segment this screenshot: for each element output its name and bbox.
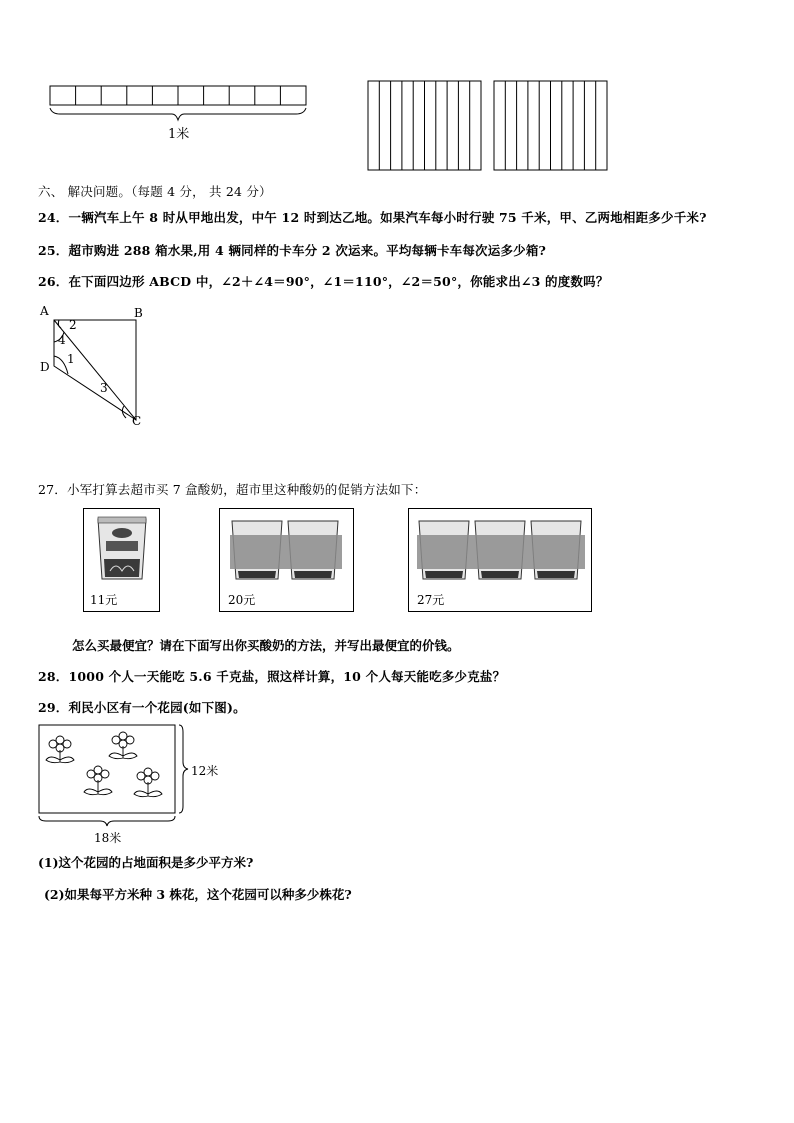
yogurt-offer-triple [408,508,592,612]
question-28: 28．1000 个人一天能吃 5.6 千克盐，照这样计算，10 个人每天能吃多少克盐？ [38,669,506,684]
flower-icon [46,736,74,763]
yogurt-three-pack-icon [415,515,587,581]
question-25: 25．超市购进 288 箱水果,用 4 辆同样的卡车分 2 次运来。平均每辆卡车每次运多少箱? [38,243,547,258]
section-title: 六、 解决问题。（每题 4 分， 共 24 分） [38,184,272,199]
angle-3-label: 3 [100,381,108,395]
yogurt-two-pack-icon [228,515,346,581]
question-27: 27．小军打算去超市买 7 盒酸奶，超市里这种酸奶的促销方法如下： [38,482,427,497]
striped-rectangle-right [493,80,609,172]
garden-width-label: 18米 [94,831,122,845]
yogurt-price-double: 20元 [228,593,256,607]
angle-2-label: 2 [69,318,77,332]
flower-icon [134,768,162,797]
yogurt-offer-single [83,508,160,612]
angle-4-label: 4 [58,333,66,347]
flower-icon [84,766,112,795]
angle-1-label: 1 [67,352,75,366]
question-26: 26．在下面四边形 ABCD 中，∠2＋∠4＝90°，∠1＝110°，∠2＝50°，你能求出∠3 的度数吗？ [38,274,609,289]
question-29-part-2: (2)如果每平方米种 3 株花，这个花园可以种多少株花? [44,887,352,902]
garden-height-label: 12米 [191,764,219,778]
question-29-part-1: (1)这个花园的占地面积是多少平方米? [38,855,254,870]
question-27-followup: 怎么买最便宜？请在下面写出你买酸奶的方法，并写出最便宜的价钱。 [72,638,460,653]
flower-icon [109,732,137,759]
vertex-c-label: C [132,414,142,428]
vertex-a-label: A [40,304,49,318]
quadrilateral-abcd-figure [36,302,156,430]
question-29: 29．利民小区有一个花园(如下图)。 [38,700,246,715]
yogurt-offer-double [219,508,354,612]
vertex-b-label: B [134,306,143,320]
yogurt-price-single: 11元 [90,593,118,607]
question-24: 24．一辆汽车上午 8 时从甲地出发，中午 12 时到达乙地。如果汽车每小时行驶 75 千米，甲、乙两地相距多少千米? [38,210,707,225]
ruler-label: 1米 [168,127,190,142]
garden-figure [38,724,188,828]
yogurt-cup-icon [92,515,152,581]
vertex-d-label: D [40,360,50,374]
yogurt-price-triple: 27元 [417,593,445,607]
striped-rectangle-left [367,80,483,172]
